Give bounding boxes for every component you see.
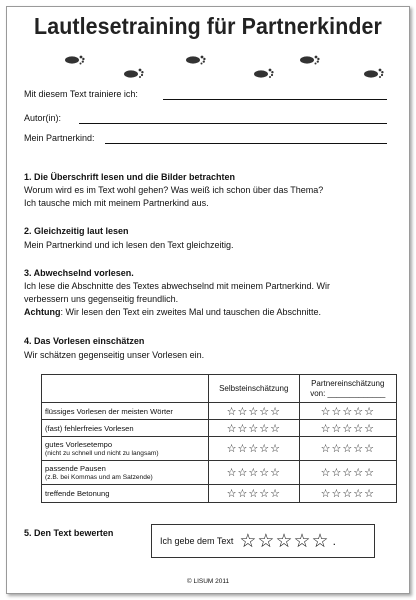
- partner-field-line[interactable]: [105, 143, 387, 144]
- page-title: Lautlesetraining für Partnerkinder: [34, 13, 382, 39]
- criterion-cell: flüssiges Vorlesen der meisten Wörter: [42, 403, 209, 420]
- footprint-icon: [123, 67, 145, 81]
- self-stars[interactable]: ☆☆☆☆☆: [209, 485, 300, 503]
- footprint-icon: [363, 67, 385, 81]
- criterion-cell: treffende Betonung: [42, 485, 209, 503]
- section-3-line-1: Ich lese die Abschnitte des Textes abwechselnd mit meinem Partnerkind. Wir: [24, 281, 330, 291]
- text-rating-box: [151, 524, 375, 558]
- footprint-icon: [64, 52, 86, 66]
- table-header-criterion: [42, 375, 209, 403]
- partner-field[interactable]: [24, 133, 95, 143]
- table-header-self: Selbsteinschätzung: [209, 375, 300, 403]
- section-5-heading: 5. Den Text bewerten: [24, 528, 114, 538]
- rating-end: .: [332, 534, 336, 548]
- note-label: Achtung: [24, 307, 61, 317]
- partner-stars[interactable]: ☆☆☆☆☆: [299, 420, 396, 437]
- author-field-line[interactable]: [79, 123, 387, 124]
- self-stars[interactable]: ☆☆☆☆☆: [209, 403, 300, 420]
- table-header-partner: Partnereinschätzung von: _____________: [299, 375, 396, 403]
- section-3-note: [24, 306, 321, 319]
- table-row: [42, 485, 397, 503]
- copyright-footer: © LISUM 2011: [186, 578, 230, 585]
- section-1-line-1: Worum wird es im Text wohl gehen? Was weiß ich schon über das Thema?: [24, 185, 324, 195]
- section-2-heading: 2. Gleichzeitig laut lesen: [24, 226, 129, 236]
- section-2-line-1: Mein Partnerkind und ich lesen den Text gleichzeitig.: [24, 240, 234, 250]
- section-1-line-2: Ich tausche mich mit meinem Partnerkind aus.: [24, 198, 209, 208]
- table-row: [42, 403, 397, 420]
- author-field-label: Autor(in):: [24, 113, 62, 123]
- criterion-cell: passende Pausen (z.B. bei Kommas und am Satzende): [42, 461, 209, 485]
- text-rating-stars[interactable]: ☆☆☆☆☆: [239, 530, 330, 552]
- note-text: : Wir lesen den Text ein zweites Mal und tauschen die Abschnitte.: [60, 307, 321, 317]
- section-4-line-1: Wir schätzen gegenseitig unser Vorlesen ein.: [24, 350, 205, 360]
- self-stars[interactable]: ☆☆☆☆☆: [209, 420, 300, 437]
- table-header-row: [42, 375, 397, 403]
- text-field-line[interactable]: [163, 99, 387, 100]
- rating-table: [41, 374, 397, 503]
- footprint-icon: [253, 67, 275, 81]
- section-1-heading: 1. Die Überschrift lesen und die Bilder betrachten: [24, 172, 236, 182]
- partner-stars[interactable]: ☆☆☆☆☆: [299, 461, 396, 485]
- table-row: [42, 420, 397, 437]
- section-3-heading: 3. Abwechselnd vorlesen.: [24, 268, 134, 278]
- self-stars[interactable]: ☆☆☆☆☆: [209, 461, 300, 485]
- rating-label: Ich gebe dem Text: [160, 536, 234, 546]
- footprint-icon: [299, 52, 321, 66]
- partner-stars[interactable]: ☆☆☆☆☆: [299, 403, 396, 420]
- criterion-cell: gutes Vorlesetempo (nicht zu schnell und nicht zu langsam): [42, 437, 209, 461]
- author-field[interactable]: [24, 113, 61, 123]
- worksheet: [6, 6, 410, 594]
- footprint-icon: [185, 52, 207, 66]
- table-row: [42, 461, 397, 485]
- partner-field-label: Mein Partnerkind:: [24, 133, 95, 143]
- table-row: [42, 437, 397, 461]
- section-3-line-2: verbessern uns gegenseitig freundlich.: [24, 294, 179, 304]
- criterion-cell: (fast) fehlerfreies Vorlesen: [42, 420, 209, 437]
- text-field[interactable]: [24, 89, 138, 99]
- text-field-label: Mit diesem Text trainiere ich:: [24, 89, 138, 99]
- partner-stars[interactable]: ☆☆☆☆☆: [299, 485, 396, 503]
- section-4-heading: 4. Das Vorlesen einschätzen: [24, 336, 145, 346]
- partner-stars[interactable]: ☆☆☆☆☆: [299, 437, 396, 461]
- self-stars[interactable]: ☆☆☆☆☆: [209, 437, 300, 461]
